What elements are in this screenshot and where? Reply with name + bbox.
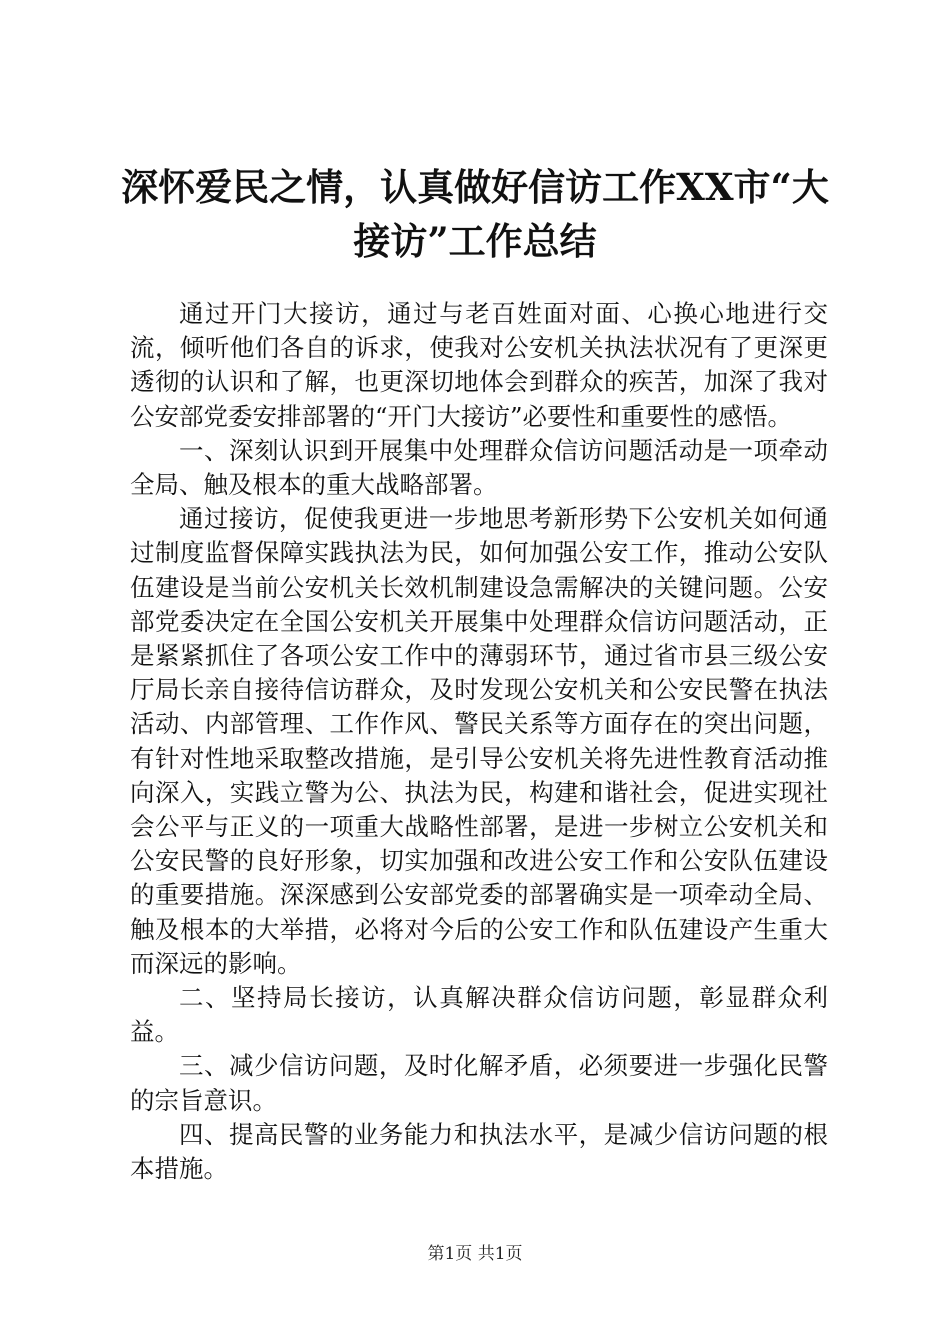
paragraph: 三、减少信访问题，及时化解矛盾，必须要进一步强化民警的宗旨意识。: [130, 1051, 828, 1115]
paragraph: 二、坚持局长接访，认真解决群众信访问题，彰显群众利益。: [130, 983, 828, 1047]
paragraph: 通过接访，促使我更进一步地思考新形势下公安机关如何通过制度监督保障实践执法为民，如何加强公安工作，推动公安队伍建设是当前公安机关长效机制建设急需解决的关键问题。公安部党委决定在全国公安机关开展集中处理群众信访问题活动，正是紧紧抓住了各项公安工作中的薄弱环节，通过省市县三级公安厅局长亲自接待信访群众，及时发现公安机关和公安民警在执法活动、内部管理、工作作风、警民关系等方面存在的突出问题，有针对性地采取整改措施，是引导公安机关将先进性教育活动推向深入，实践立警为公、执法为民，构建和谐社会，促进实现社会公平与正义的一项重大战略性部署，是进一步树立公安机关和公安民警的良好形象，切实加强和改进公安工作和公安队伍建设的重要措施。深深感到公安部党委的部署确实是一项牵动全局、触及根本的大举措，必将对今后的公安工作和队伍建设产生重大而深远的影响。: [130, 504, 828, 978]
paragraph: 四、提高民警的业务能力和执法水平，是减少信访问题的根本措施。: [130, 1119, 828, 1184]
document-body: [130, 297, 828, 1186]
paragraph: 一、深刻认识到开展集中处理群众信访问题活动是一项牵动全局、触及根本的重大战略部署。: [130, 435, 828, 500]
page-footer: 第1页 共1页: [427, 1244, 523, 1264]
paragraph: 通过开门大接访，通过与老百姓面对面、心换心地进行交流，倾听他们各自的诉求，使我对公安机关执法状况有了更深更透彻的认识和了解，也更深切地体会到群众的疾苦，加深了我对公安部党委安排部署的“开门大接访”必要性和重要性的感悟。: [130, 299, 828, 431]
document-title: 深怀爱民之情，认真做好信访工作XX市“大接访”工作总结: [121, 165, 829, 263]
